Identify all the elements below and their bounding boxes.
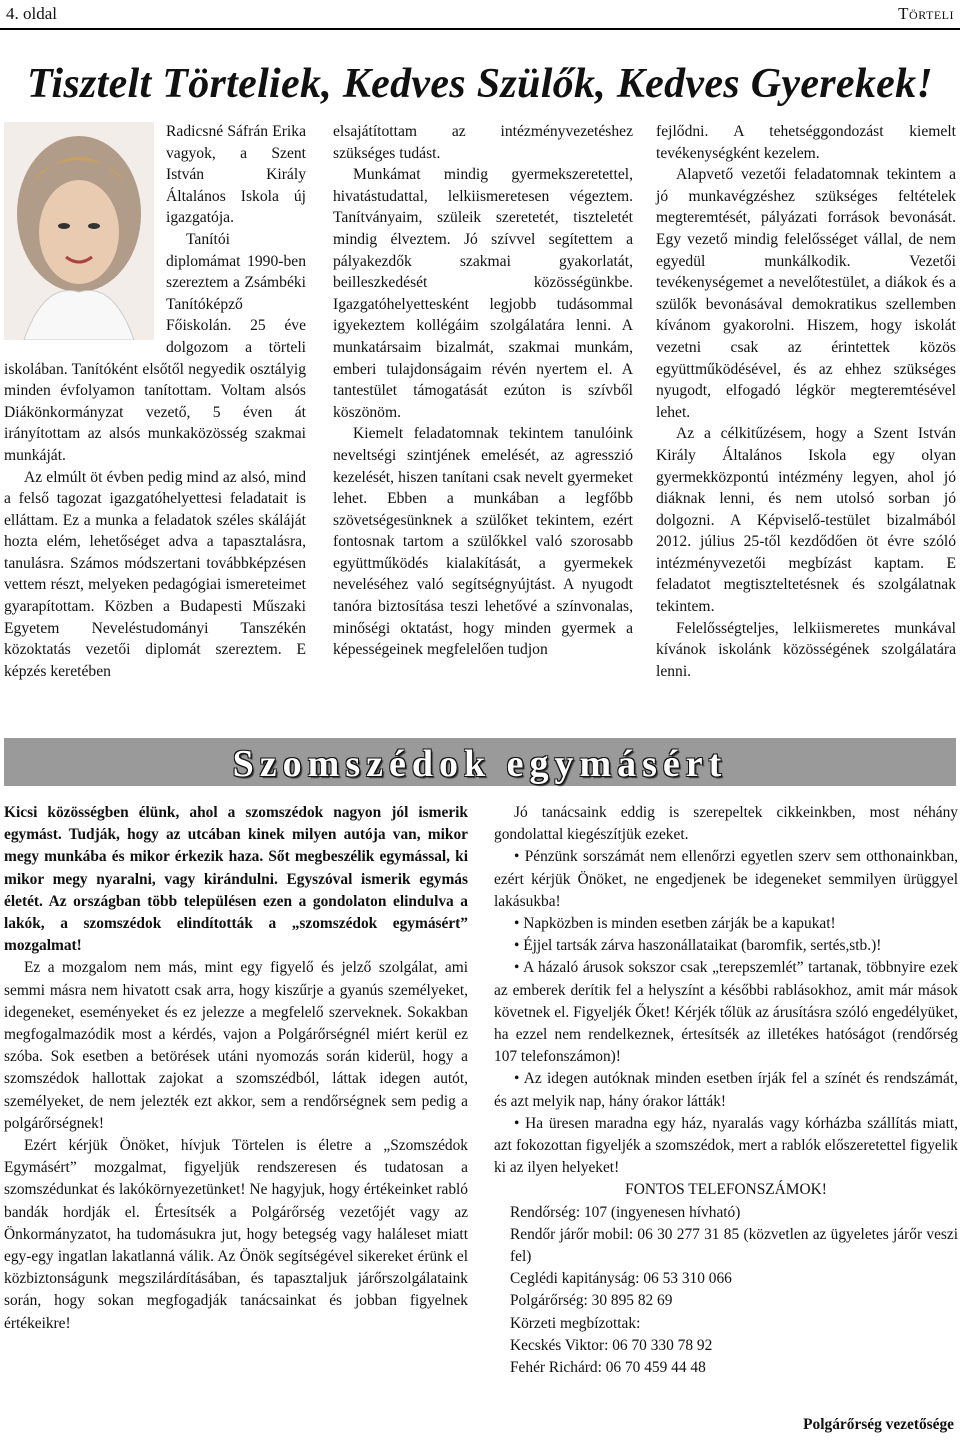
page-header bbox=[0, 0, 960, 30]
paragraph: Munkámat mindig gyermekszeretettel, hivatástudattal, lelkiismeretesen végeztem. Tanítványaim, szüleik szeretetét, tiszteletét mindig élveztem. Jó szívvel segítettem a pályakezdők szakmai gyakorlatát, beilleszkedését közösségünkbe. Igazgatóhelyettesként legjobb tudásommal igyekeztem kollégáim szolgálatára lenni. A munkatársaim bizalmát, szakmai munkám, emberi tulajdonságaim révén nyertem el. A tantestület támogatását ezúton is szívből köszönöm. bbox=[333, 166, 633, 421]
section-banner bbox=[4, 738, 956, 786]
author-portrait bbox=[4, 122, 154, 340]
phone-item: Kecskés Viktor: 06 70 330 78 92 bbox=[510, 1336, 713, 1354]
article-column-1 bbox=[4, 121, 306, 682]
phone-item: Polgárőrség: 30 895 82 69 bbox=[510, 1292, 673, 1310]
paragraph: Tanítói diplomámat 1990-ben szereztem a Zsámbéki Tanítóképző Főiskolán. 25 éve dolgozom a törteli iskolában. Tanítóként elsőtől negyedik osztályig minden évfolyamon tanítottam. Voltam alsós Diákönkormányzat vezető, 5 éven át irányítottam az alsós munkaközösség szakmai munkáját. bbox=[4, 230, 306, 464]
phone-item: Rendőr járőr mobil: 06 30 277 31 85 (közvetlen az ügyeletes járőr veszi fel) bbox=[510, 1225, 958, 1266]
paragraph: Ezért kérjük Önöket, hívjuk Törtelen is életre a „Szomszédok Egymásért” mozgalmat, figyeljük rendszeresen és tudatosan a szomszédunkat és lakókörnyezetünket! Ne hagyjuk, hogy értékeinket rabló bandák hordják el. Értesítsék a Polgárőrség vezetőjét vagy az Önkormányzatot, ha tudomásukra jut, hogy betegség vagy haláleset miatt egy-egy ingatlan lakatlanná válik. Az Önök segítségével sikereket érünk el közbiztonságunk megszilárdításában, és tapasztaljuk járőrszolgálataink során, hogy sokan megfogadják tanácsainkat és jobban figyelnek értékeikre! bbox=[4, 1137, 468, 1332]
paragraph: Jó tanácsaink eddig is szerepeltek cikkeinkben, most néhány gondolattal kiegészítjük ezeket. bbox=[494, 804, 958, 844]
page-number: 4. oldal bbox=[6, 4, 57, 23]
article-column-3 bbox=[656, 121, 956, 682]
paragraph: Felelősségteljes, lelkiismeretes munkával kívánok iskolánk közösségének szolgálatára lenni. bbox=[656, 619, 956, 680]
lead-paragraph: Kicsi közösségben élünk, ahol a szomszédok nagyon jól ismerik egymást. Tudják, hogy az utcában kinek milyen autója van, mikor megy munkába és mikor érkezik haza. Sőt megbeszélik egymással, ki mikor megy nyaralni, vagy kirándulni. Egyszóval ismerik egymás életét. Az országban több településen ezen a gondolaton elindulva a lakók, a szomszédok elindították a „szomszédok egymásért” mozgalmat! bbox=[4, 804, 468, 955]
bullet-item: • Az idegen autóknak minden esetben írják fel a színét és rendszámát, és azt melyik nap, hány órakor látták! bbox=[494, 1070, 958, 1110]
paragraph: Alapvető vezetői feladatomnak tekintem a jó munkavégzéshez szükséges feltételek megteremtését, pályázati források bevonását. Egy vezető mindig felelősséget vállal, de nem egyedül munkálkodik. Vezetői tevékenységemet a nevelőtestület, a diákok és a szülők bevonásával demokratikus szellemben kívánom gyakorolni. Hiszem, hogy iskolát vezetni csak az érintettek közös együttműködésével, és az ehhez szükséges nyugodt, elfogadó légkör megteremtésével lehet. bbox=[656, 166, 956, 421]
bullet-item: • Ha üresen maradna egy ház, nyaralás vagy kórházba szállítás miatt, azt fokozottan figyeljék a szomszédok, mert a rablók előszeretettel figyelik ki az ilyen helyeket! bbox=[494, 1114, 958, 1177]
signature: Polgárőrség vezetősége bbox=[803, 1416, 954, 1433]
header-rule bbox=[0, 28, 960, 30]
article-column-5 bbox=[494, 802, 958, 1379]
phones-heading: FONTOS TELEFONSZÁMOK! bbox=[625, 1181, 827, 1199]
section-title: Szomszédok egymásért bbox=[232, 743, 728, 785]
paragraph: Ez a mozgalom nem más, mint egy figyelő és jelző szolgálat, ami semmi másra nem hivatott csak arra, hogy kiszűrje a gyanús személyeket, idegeneket, eseményeket és ez jelezze a megfelelő szerveknek. Sokakban megfogalmazódik most a kérdés, vajon a Polgárőrségnél miért kerül ez szóba. Sok esetben a betörések utáni nyomozás során kiderül, hogy a szomszédok hallottak zajokat a szomszédból, láttak idegen autót, személyeket, de nem jelezték ezt akkor, sem a rendőrségnek sem pedig a polgárőrségnek! bbox=[4, 959, 468, 1132]
paragraph: Az elmúlt öt évben pedig mind az alsó, mind a felső tagozat igazgatóhelyettesi feladatait is elláttam. Ez a munka a feladatok széles skáláját hozta elém, lehetőséget adva a tapasztalásra, tanulásra. Számos módszertani továbbképzésen vettem részt, melyeken pedagógiai ismereteimet gyarapítottam. Közben a Budapesti Műszaki Egyetem Neveléstudományi Tanszékén közoktatás vezetői diplomát szereztem. E képzés keretében bbox=[4, 468, 306, 680]
paragraph: Az a célkitűzésem, hogy a Szent István Király Általános Iskola egy olyan gyermekközpontú intézmény legyen, ahol jó diáknak lenni, és nem utolsó sorban jó dolgozni. A Képviselő-testület bizalmából 2012. július 25-től kezdődően öt évre szóló intézményvezetői megbízást kaptam. E feladatot megtiszteltetésnek és szolgálatnak tekintem. bbox=[656, 425, 956, 616]
publication-name: Törteli bbox=[898, 4, 954, 23]
phone-item: Ceglédi kapitányság: 06 53 310 066 bbox=[510, 1270, 732, 1288]
paragraph: elsajátítottam az intézményvezetéshez szükséges tudást. bbox=[333, 123, 633, 162]
bullet-item: • Napközben is minden esetben zárják be a kapukat! bbox=[514, 915, 836, 933]
paragraph: Radicsné Sáfrán Erika vagyok, a Szent István Király Általános Iskola új igazgatója. bbox=[166, 123, 306, 227]
article-column-4 bbox=[4, 802, 468, 1335]
article-title: Tisztelt Törteliek, Kedves Szülők, Kedves Gyerekek! bbox=[26, 61, 934, 107]
paragraph: Kiemelt feladatomnak tekintem tanulóink neveltségi szintjének emelését, az agresszió kezelését, hiszen tanítani csak nevelt gyermeket lehet. Ebben a munkában a legfőbb szövetségesünknek a szülőket tekintem, ezért fontosnak tartom a szülőkkel való szorosabb együttműködés kialakítását, a gyermekek neveléséhez való segítségnyújtást. A nyugodt tanóra biztosítása teszi lehetővé a színvonalas, minőségi oktatást, hogy minden gyermek a képességeinek megfelelően tudjon bbox=[333, 425, 633, 659]
phone-list bbox=[494, 1202, 958, 1380]
article-column-2 bbox=[333, 121, 633, 661]
phone-item: Fehér Richárd: 06 70 459 44 48 bbox=[510, 1359, 706, 1377]
bullet-item: • Éjjel tartsák zárva haszonállataikat (baromfik, sertés,stb.)! bbox=[514, 937, 882, 955]
bullet-item: • A házaló árusok sokszor csak „terepszemlét” tartanak, többnyire ezek az emberek derítik fel a helyszínt a későbbi rablásokhoz, amit már mások követnek el. Figyeljék Őket! Kérjék tőlük az árusításra szóló engedélyüket, ha ezzel nem rendelkeznek, értesítsék az illetékes hatóságot (rendőrség 107 telefonszámon)! bbox=[494, 959, 958, 1066]
phone-item: Rendőrség: 107 (ingyenesen hívható) bbox=[510, 1203, 741, 1221]
bullet-item: • Pénzünk sorszámát nem ellenőrzi egyetlen szerv sem otthonainkban, ezért kérjük Önöket, ne engedjenek be idegeneket semmilyen ürüggyel lakásukba! bbox=[494, 848, 958, 910]
paragraph: fejlődni. A tehetséggondozást kiemelt tevékenységként kezelem. bbox=[656, 123, 956, 162]
phone-item: Körzeti megbízottak: bbox=[510, 1314, 641, 1332]
